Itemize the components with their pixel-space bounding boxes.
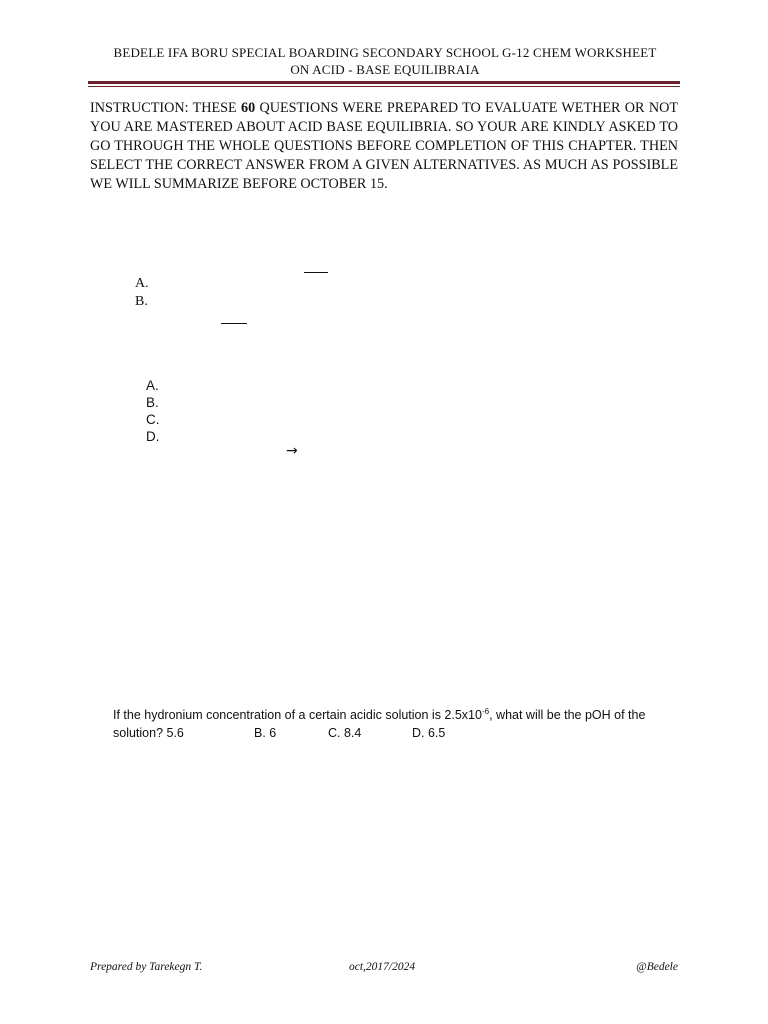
reaction-arrow: → xyxy=(286,443,298,459)
option-a-group1: A. xyxy=(135,276,149,291)
question-text-end: , what will be the pOH of the xyxy=(489,708,646,723)
question-poh xyxy=(113,703,679,742)
choice-a: solution? 5.6 xyxy=(113,726,184,741)
choice-d: D. 6.5 xyxy=(412,726,446,741)
option-b-group1: B. xyxy=(135,294,148,309)
option-d-group2: D. xyxy=(146,429,160,444)
instruction-lead: INSTRUCTION: THESE xyxy=(90,100,242,116)
answer-blank-2 xyxy=(221,323,247,324)
header-rule-thick xyxy=(88,81,680,84)
question-text: If the hydronium concentration of a certain acidic solution is 2.5x10 xyxy=(113,708,482,723)
worksheet-header xyxy=(90,44,680,78)
instruction-paragraph xyxy=(90,99,678,194)
instruction-rest: QUESTIONS WERE PREPARED TO EVALUATE WETHER OR NOT YOU ARE MASTERED ABOUT ACID BASE EQUILIBRIA. SO YOUR ARE KINDLY ASKED TO GO THROUGH THE WHOLE QUESTIONS BEFORE COMPLETION OF THIS CHAPTER. THEN SELECT THE CORRECT ANSWER FROM A GIVEN ALTERNATIVES. AS MUCH AS POSSIBLE WE WILL SUMMARIZE BEFORE OCTOBER 15. xyxy=(90,100,678,192)
question-line-1 xyxy=(113,703,679,724)
option-b-group2: B. xyxy=(146,395,159,410)
question-count: 60 xyxy=(241,100,256,116)
question-exponent: -6 xyxy=(481,707,490,716)
option-a-group2: A. xyxy=(146,378,159,393)
footer-date: oct,2017/2024 xyxy=(349,961,416,973)
footer-author: Prepared by Tarekegn T. xyxy=(90,961,203,973)
choice-c: C. 8.4 xyxy=(328,726,362,741)
header-rule-thin xyxy=(88,86,680,87)
footer-location: @Bedele xyxy=(636,961,678,973)
answer-blank-1 xyxy=(304,272,328,273)
option-c-group2: C. xyxy=(146,412,160,427)
header-line-1: BEDELE IFA BORU SPECIAL BOARDING SECONDARY SCHOOL G-12 CHEM WORKSHEET xyxy=(113,45,657,60)
choice-b: B. 6 xyxy=(254,726,277,741)
question-line-2 xyxy=(113,724,679,742)
header-line-2: ON ACID - BASE EQUILIBRAIA xyxy=(290,62,480,77)
